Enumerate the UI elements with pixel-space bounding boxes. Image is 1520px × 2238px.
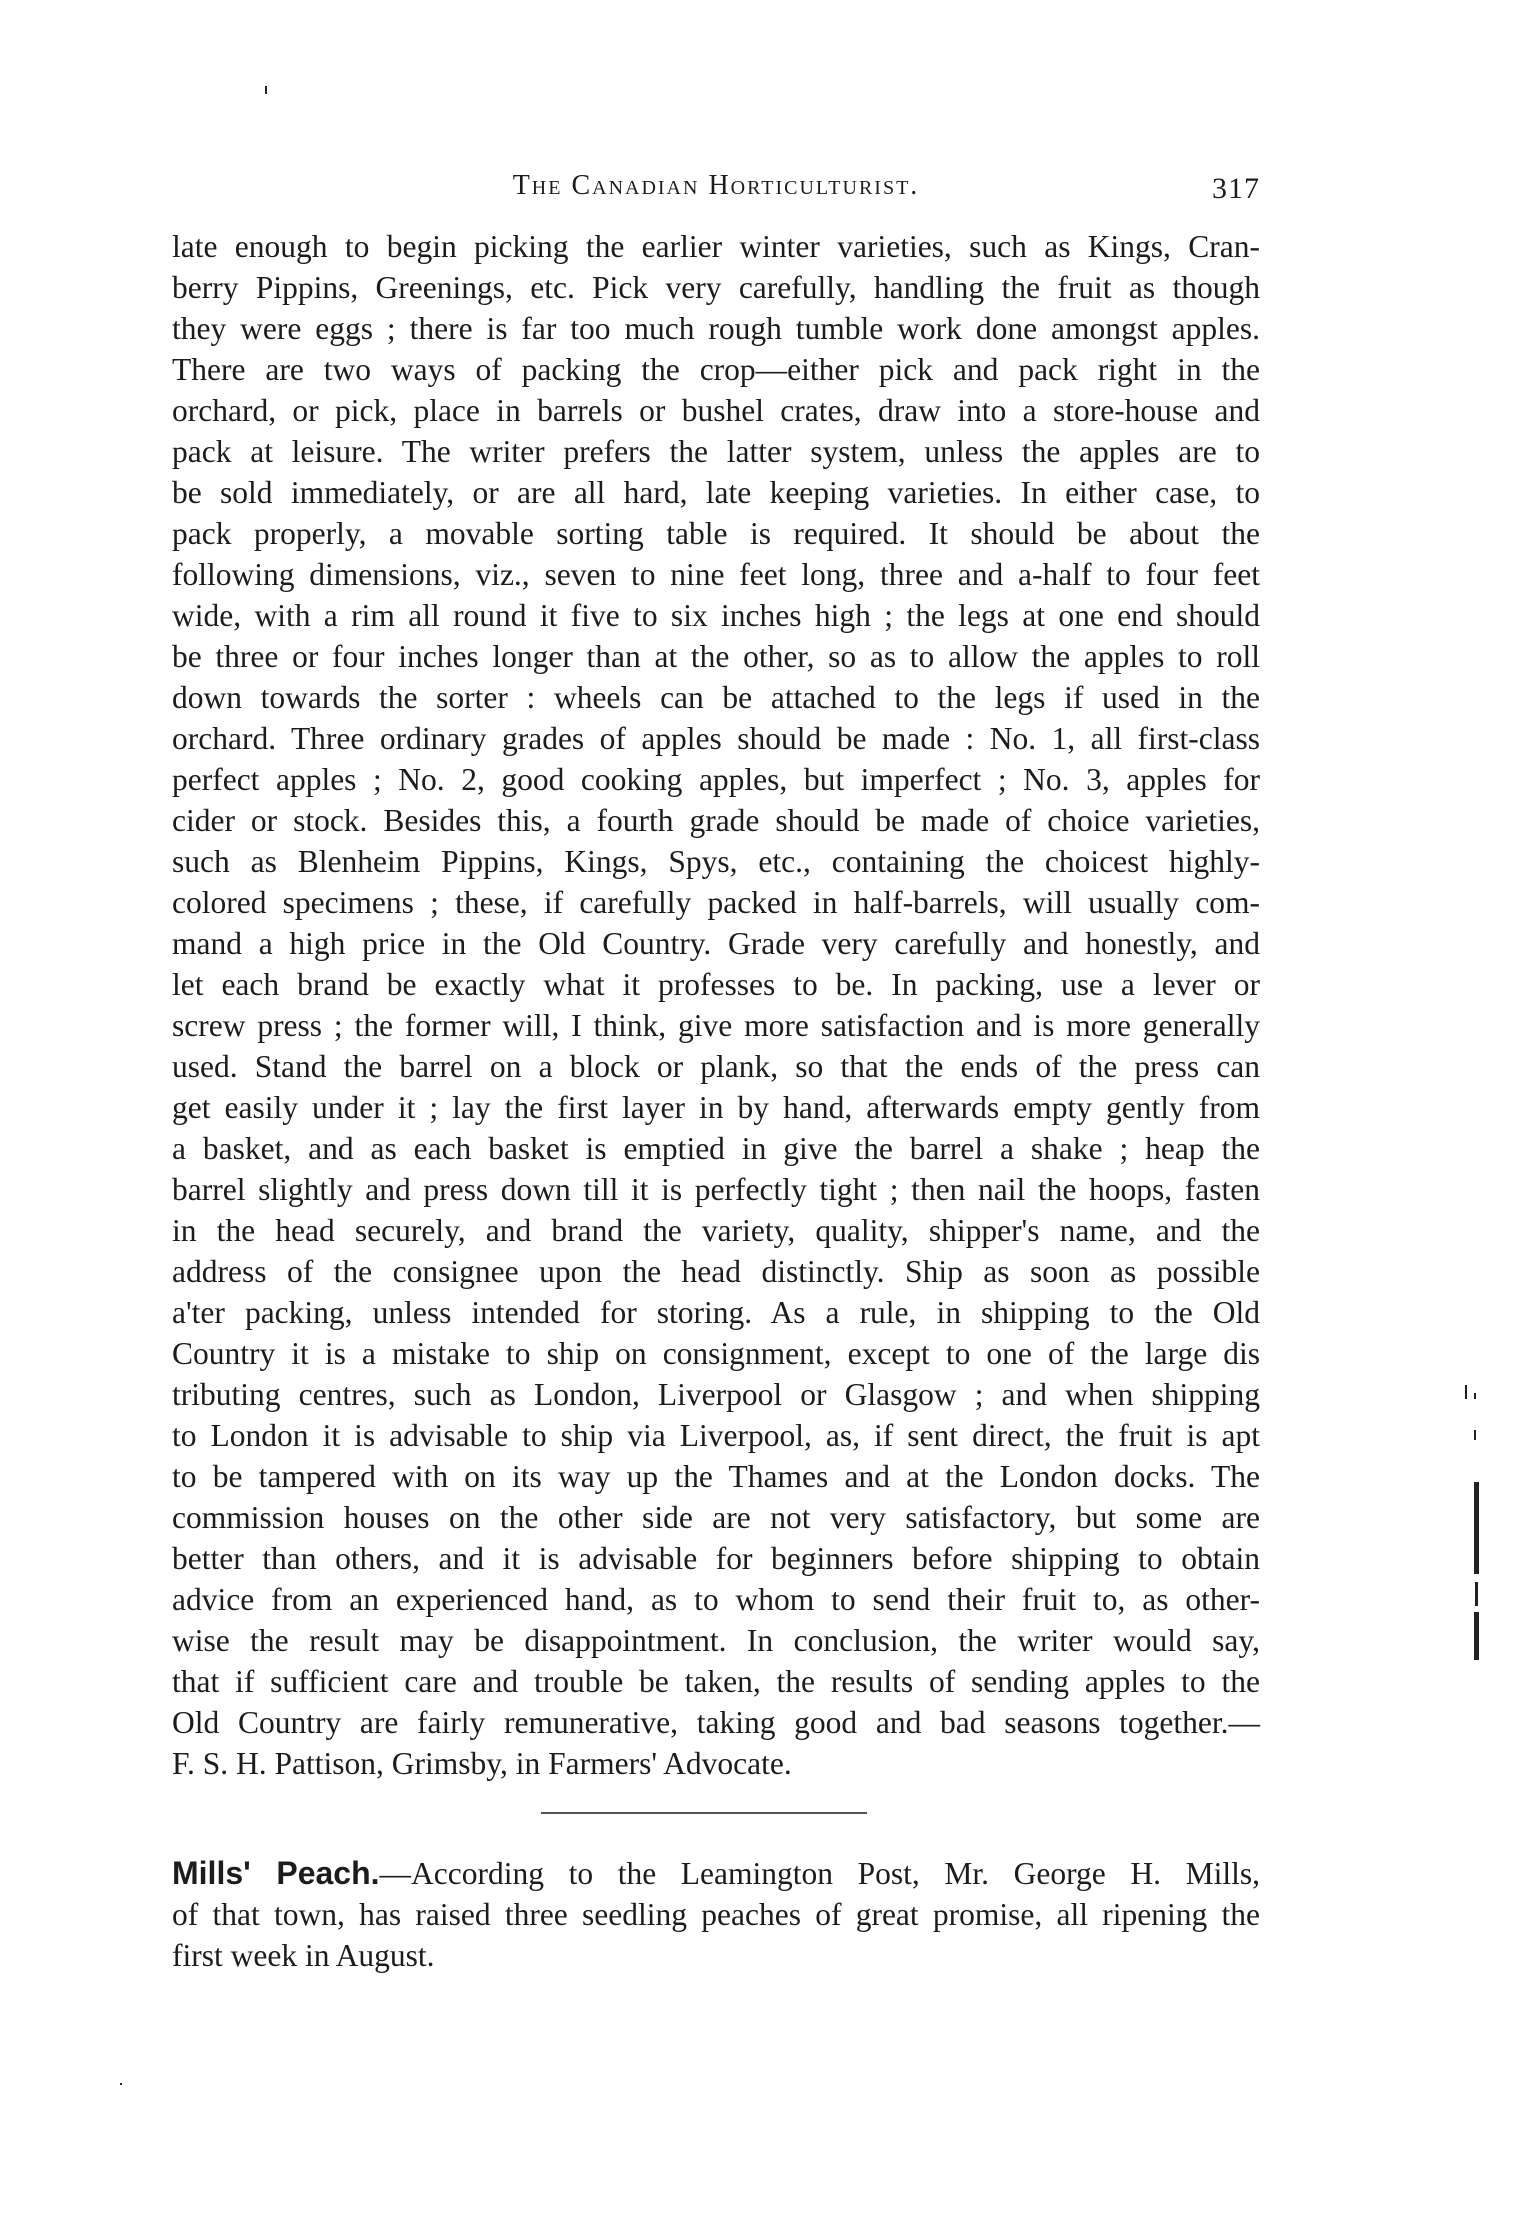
text-line: to London it is advisable to ship via Liverpool, as, if sent direct, the fruit is apt xyxy=(172,1418,1260,1453)
text-line: of that town, has raised three seedling peaches of great promise, all ripening the xyxy=(172,1897,1260,1932)
text-line: orchard. Three ordinary grades of apples should be made : No. 1, all first-class xyxy=(172,721,1260,756)
text-line: barrel slightly and press down till it is perfectly tight ; then nail the hoops, fasten xyxy=(172,1172,1260,1207)
text-line: a basket, and as each basket is emptied in give the barrel a shake ; heap the xyxy=(172,1131,1260,1166)
text-line: pack properly, a movable sorting table is required. It should be about the xyxy=(172,516,1260,551)
text-line: tributing centres, such as London, Liverpool or Glasgow ; and when shipping xyxy=(172,1377,1260,1412)
text-line: a'ter packing, unless intended for storing. As a rule, in shipping to the Old xyxy=(172,1295,1260,1330)
text-line: down towards the sorter : wheels can be attached to the legs if used in the xyxy=(172,680,1260,715)
text-line: screw press ; the former will, I think, give more satisfaction and is more generally xyxy=(172,1008,1260,1043)
text-line: late enough to begin picking the earlier winter varieties, such as Kings, Cran- xyxy=(172,229,1260,264)
text-line: get easily under it ; lay the first layer in by hand, afterwards empty gently from xyxy=(172,1090,1260,1125)
text-run: —According to the Leamington Post, Mr. George H. Mills, xyxy=(379,1856,1260,1891)
text-line: berry Pippins, Greenings, etc. Pick very carefully, handling the fruit as though xyxy=(172,270,1260,305)
text-line: be sold immediately, or are all hard, late keeping varieties. In either case, to xyxy=(172,475,1260,510)
margin-mark xyxy=(1474,1430,1476,1440)
margin-mark xyxy=(1474,1393,1476,1399)
text-line: There are two ways of packing the crop—either pick and pack right in the xyxy=(172,352,1260,387)
page-header xyxy=(172,170,1260,214)
margin-mark xyxy=(1465,1385,1467,1399)
text-line xyxy=(172,1853,1260,1894)
binding-edge-mark xyxy=(1474,1612,1479,1660)
text-line: such as Blenheim Pippins, Kings, Spys, etc., containing the choicest highly- xyxy=(172,844,1260,879)
text-line: let each brand be exactly what it professes to be. In packing, use a lever or xyxy=(172,967,1260,1002)
text-line: they were eggs ; there is far too much rough tumble work done amongst apples. xyxy=(172,311,1260,346)
text-line: orchard, or pick, place in barrels or bushel crates, draw into a store-house and xyxy=(172,393,1260,428)
text-line: perfect apples ; No. 2, good cooking apples, but imperfect ; No. 3, apples for xyxy=(172,762,1260,797)
section-divider xyxy=(541,1812,867,1814)
text-line: pack at leisure. The writer prefers the latter system, unless the apples are to xyxy=(172,434,1260,469)
text-line: following dimensions, viz., seven to nine feet long, three and a-half to four feet xyxy=(172,557,1260,592)
stray-tick-mark xyxy=(265,86,267,94)
text-line: wide, with a rim all round it five to six inches high ; the legs at one end should xyxy=(172,598,1260,633)
text-line: in the head securely, and brand the variety, quality, shipper's name, and the xyxy=(172,1213,1260,1248)
text-line: cider or stock. Besides this, a fourth grade should be made of choice varieties, xyxy=(172,803,1260,838)
text-line: Old Country are fairly remunerative, taking good and bad seasons together.— xyxy=(172,1705,1260,1740)
text-line: better than others, and it is advisable for beginners before shipping to obtain xyxy=(172,1541,1260,1576)
text-line: that if sufficient care and trouble be taken, the results of sending apples to the xyxy=(172,1664,1260,1699)
mills-peach-section xyxy=(172,1853,1260,1976)
text-line: to be tampered with on its way up the Thames and at the London docks. The xyxy=(172,1459,1260,1494)
running-title: The Canadian Horticulturist. xyxy=(512,170,920,201)
text-line: address of the consignee upon the head distinctly. Ship as soon as possible xyxy=(172,1254,1260,1289)
text-line: mand a high price in the Old Country. Grade very carefully and honestly, and xyxy=(172,926,1260,961)
binding-edge-mark xyxy=(1475,1582,1478,1606)
binding-edge-mark xyxy=(1474,1482,1479,1574)
text-line: commission houses on the other side are not very satisfactory, but some are xyxy=(172,1500,1260,1535)
text-line: be three or four inches longer than at the other, so as to allow the apples to roll xyxy=(172,639,1260,674)
text-line: first week in August. xyxy=(172,1938,435,1973)
text-line: used. Stand the barrel on a block or plank, so that the ends of the press can xyxy=(172,1049,1260,1084)
stray-dot xyxy=(120,2083,122,2085)
page-number: 317 xyxy=(1212,172,1260,205)
text-line: advice from an experienced hand, as to whom to send their fruit to, as other- xyxy=(172,1582,1260,1617)
section-heading: Mills' Peach. xyxy=(172,1855,380,1891)
article-body xyxy=(172,226,1260,1784)
text-line: colored specimens ; these, if carefully packed in half-barrels, will usually com- xyxy=(172,885,1260,920)
text-line: wise the result may be disappointment. In conclusion, the writer would say, xyxy=(172,1623,1260,1658)
attribution-line: F. S. H. Pattison, Grimsby, in Farmers' Advocate. xyxy=(172,1746,792,1781)
text-line: Country it is a mistake to ship on consignment, except to one of the large dis xyxy=(172,1336,1260,1371)
